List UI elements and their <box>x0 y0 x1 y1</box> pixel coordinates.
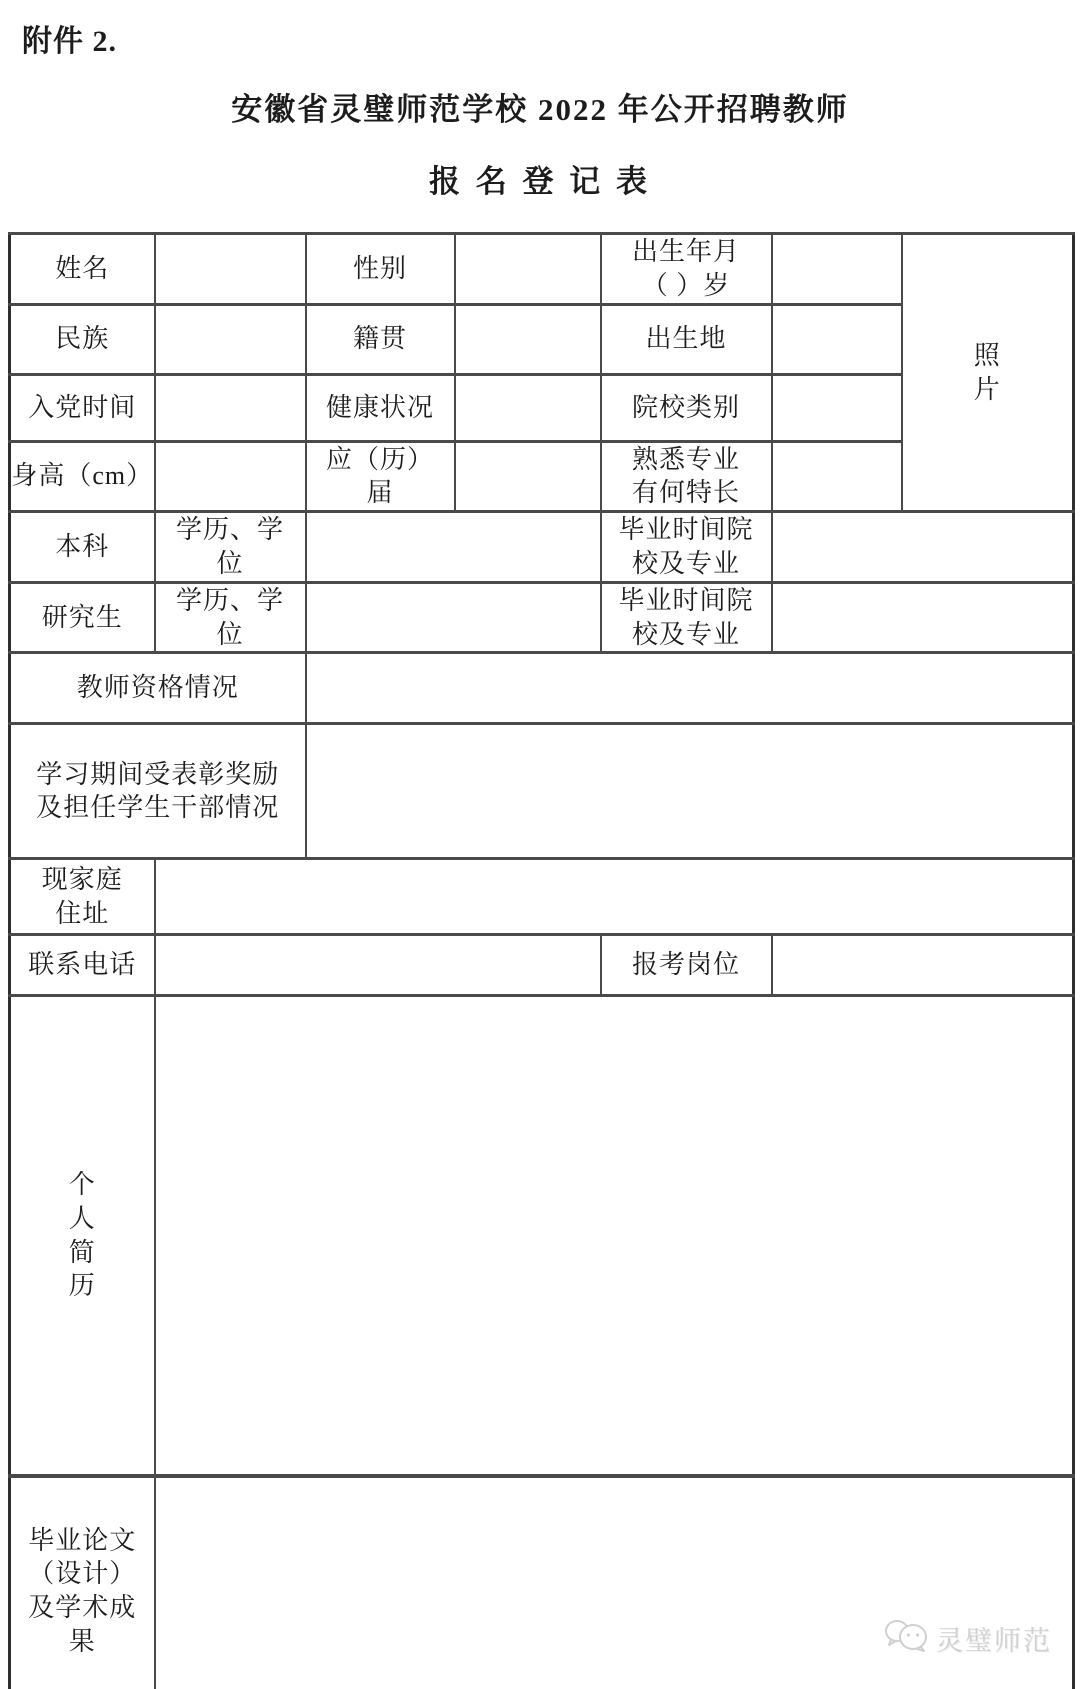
watermark <box>884 1618 1052 1659</box>
grad-status-label-line1: 应（历） <box>325 444 434 474</box>
gender-value-cell <box>455 234 601 305</box>
undergrad-degree-value-cell <box>306 512 601 583</box>
specialty-label-cell <box>601 441 772 512</box>
undergrad-label-cell: 本科 <box>10 512 155 583</box>
page-subtitle: 报 名 登 记 表 <box>429 164 651 199</box>
grad-info-label-line2: 校及专业 <box>631 548 740 578</box>
teacher-cert-label-cell: 教师资格情况 <box>10 653 306 724</box>
photo-label-line2: 片 <box>973 374 1001 404</box>
table-row <box>10 859 1074 935</box>
table-row <box>10 234 1074 305</box>
table-row <box>10 935 1074 996</box>
party-date-value-cell <box>155 374 306 441</box>
birthdate-value-cell <box>772 234 902 305</box>
thesis-label-line4: 果 <box>68 1626 96 1656</box>
awards-label-line1: 学习期间受表彰奖励 <box>36 759 280 789</box>
degree-label-line2: 位 <box>216 548 244 578</box>
postgrad-degree-value-cell <box>306 582 601 653</box>
table-row <box>10 582 1074 653</box>
phone-value-cell <box>155 935 601 996</box>
native-place-value-cell <box>455 304 601 374</box>
health-value-cell <box>455 374 601 441</box>
degree-label-line1: 学历、学 <box>175 585 284 615</box>
specialty-label-line2: 有何特长 <box>631 478 740 508</box>
table-row <box>10 724 1074 859</box>
grad-status-value-cell <box>455 441 601 512</box>
grad-info-label-line2: 校及专业 <box>631 619 740 649</box>
degree-label-line2: 位 <box>216 619 244 649</box>
grad-info-label-line1: 毕业时间院 <box>618 585 754 615</box>
birthdate-label-cell <box>601 234 772 305</box>
photo-label-line1: 照 <box>973 340 1001 370</box>
party-date-label-cell: 入党时间 <box>10 374 155 441</box>
watermark-text: 灵璧师范 <box>936 1626 1052 1656</box>
resume-value-cell <box>155 996 1074 1476</box>
grad-status-label-cell <box>306 441 455 512</box>
specialty-value-cell <box>772 441 902 512</box>
birthdate-label-line1: 出生年月 <box>631 237 740 266</box>
school-type-value-cell <box>772 374 902 441</box>
birthplace-value-cell <box>772 304 902 374</box>
birthplace-label-cell: 出生地 <box>601 304 772 374</box>
resume-label-char1: 个 <box>68 1170 96 1200</box>
address-label-line2: 住址 <box>55 898 110 928</box>
postgrad-degree-label-cell <box>155 582 306 653</box>
position-label-cell: 报考岗位 <box>601 935 772 996</box>
health-label-cell: 健康状况 <box>306 374 455 441</box>
postgrad-grad-info-label-cell <box>601 582 772 653</box>
undergrad-grad-info-label-cell <box>601 512 772 583</box>
resume-label-cell <box>10 996 155 1476</box>
page-title: 安徽省灵璧师范学校 2022 年公开招聘教师 <box>231 92 849 127</box>
address-label-cell <box>10 859 155 935</box>
name-value-cell <box>155 234 306 305</box>
name-label-cell: 姓名 <box>10 234 155 305</box>
specialty-label-line1: 熟悉专业 <box>631 444 740 474</box>
degree-label-line1: 学历、学 <box>175 515 284 545</box>
phone-label-cell: 联系电话 <box>10 935 155 996</box>
thesis-label-line2: （设计） <box>28 1559 137 1589</box>
native-place-label-cell: 籍贯 <box>306 304 455 374</box>
height-value-cell <box>155 441 306 512</box>
birthdate-label-line2: （ ）岁 <box>641 270 731 300</box>
thesis-label-line3: 及学术成 <box>28 1593 137 1623</box>
wechat-logo-icon <box>884 1618 930 1659</box>
resume-label-char4: 历 <box>68 1271 96 1301</box>
table-row <box>10 512 1074 583</box>
awards-value-cell <box>306 724 1074 859</box>
table-row <box>10 996 1074 1476</box>
height-label-cell: 身高（cm） <box>10 441 155 512</box>
address-value-cell <box>155 859 1074 935</box>
photo-cell <box>902 234 1074 512</box>
position-value-cell <box>772 935 1074 996</box>
postgrad-label-cell: 研究生 <box>10 582 155 653</box>
awards-label-cell <box>10 724 306 859</box>
registration-table <box>8 232 1075 1689</box>
postgrad-grad-info-value-cell <box>772 582 1074 653</box>
ethnicity-value-cell <box>155 304 306 374</box>
school-type-label-cell: 院校类别 <box>601 374 772 441</box>
undergrad-grad-info-value-cell <box>772 512 1074 583</box>
undergrad-degree-label-cell <box>155 512 306 583</box>
gender-label-cell: 性别 <box>306 234 455 305</box>
teacher-cert-value-cell <box>306 653 1074 724</box>
address-label-line1: 现家庭 <box>41 865 123 895</box>
grad-info-label-line1: 毕业时间院 <box>618 515 754 545</box>
table-row <box>10 653 1074 724</box>
thesis-label-cell <box>10 1476 155 1689</box>
grad-status-label-line2: 届 <box>366 478 394 508</box>
resume-label-char3: 简 <box>68 1237 96 1267</box>
attachment-label: 附件 2. <box>22 25 117 58</box>
resume-label-char2: 人 <box>68 1203 96 1233</box>
ethnicity-label-cell: 民族 <box>10 304 155 374</box>
awards-label-line2: 及担任学生干部情况 <box>36 793 280 823</box>
thesis-label-line1: 毕业论文 <box>28 1525 137 1555</box>
